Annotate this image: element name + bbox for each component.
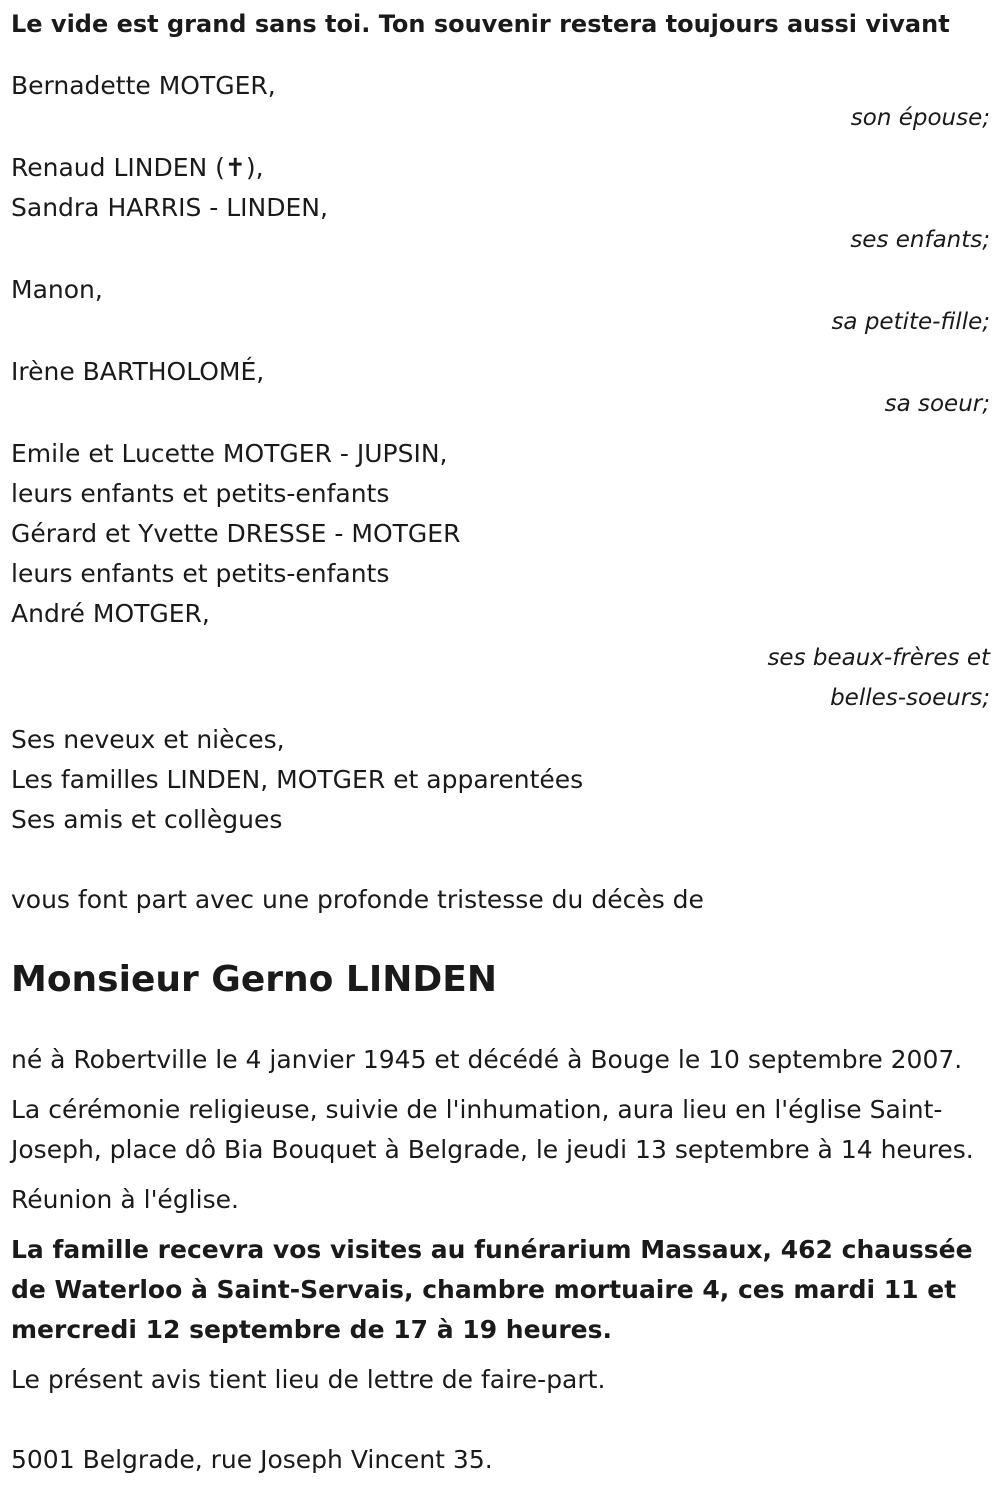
birth-death-details: né à Robertville le 4 janvier 1945 et décédé à Bouge le 10 septembre 2007. (11, 1045, 963, 1074)
mourner-name: Bernadette MOTGER, (11, 71, 276, 100)
other-mourner-line: Les familles LINDEN, MOTGER et apparentées (11, 765, 584, 794)
mourner-name: leurs enfants et petits-enfants (11, 559, 390, 588)
mourner-name: Irène BARTHOLOMÉ, (11, 357, 265, 386)
relation-label-line: ses beaux-frères et (767, 645, 990, 671)
epigraph: Le vide est grand sans toi. Ton souvenir restera toujours aussi vivant (11, 10, 950, 38)
relation-label: son épouse; (850, 105, 990, 131)
mourner-name: André MOTGER, (11, 599, 210, 628)
mourner-group-in-laws (11, 434, 990, 718)
mourner-name: Manon, (11, 275, 103, 304)
gathering-details: Réunion à l'église. (11, 1185, 239, 1214)
mourner-name: Gérard et Yvette DRESSE - MOTGER (11, 519, 461, 548)
other-mourner-line: Ses neveux et nièces, (11, 725, 285, 754)
other-mourners (11, 720, 990, 840)
relation-label: sa petite-fille; (831, 309, 990, 335)
relation-label: ses enfants; (850, 227, 990, 253)
mourner-group-spouse (11, 66, 990, 130)
family-address: 5001 Belgrade, rue Joseph Vincent 35. (11, 1445, 493, 1474)
relation-label: sa soeur; (884, 391, 990, 417)
closing-note: Le présent avis tient lieu de lettre de faire-part. (11, 1365, 606, 1394)
mourner-name: leurs enfants et petits-enfants (11, 479, 390, 508)
mourner-name: Sandra HARRIS - LINDEN, (11, 193, 328, 222)
other-mourner-line: Ses amis et collègues (11, 805, 283, 834)
mourner-name: Emile et Lucette MOTGER - JUPSIN, (11, 439, 448, 468)
mourner-name: Renaud LINDEN (✝), (11, 153, 264, 182)
mourner-group-children (11, 148, 990, 252)
mourner-group-sister (11, 352, 990, 416)
relation-label-line: belles-soeurs; (830, 685, 990, 711)
deceased-name: Monsieur Gerno LINDEN (11, 959, 497, 1000)
mourner-group-granddaughter (11, 270, 990, 334)
relation-label (11, 638, 990, 718)
visit-notice: La famille recevra vos visites au funérarium Massaux, 462 chaussée de Waterloo à Saint-Servais, chambre mortuaire 4, ces mardi 11 et mercredi 12 septembre de 17 à 19 heures. (11, 1235, 973, 1344)
announcement-intro: vous font part avec une profonde tristesse du décès de (11, 885, 704, 914)
ceremony-details: La cérémonie religieuse, suivie de l'inhumation, aura lieu en l'église Saint-Joseph, place dô Bia Bouquet à Belgrade, le jeudi 13 septembre à 14 heures. (11, 1095, 974, 1164)
